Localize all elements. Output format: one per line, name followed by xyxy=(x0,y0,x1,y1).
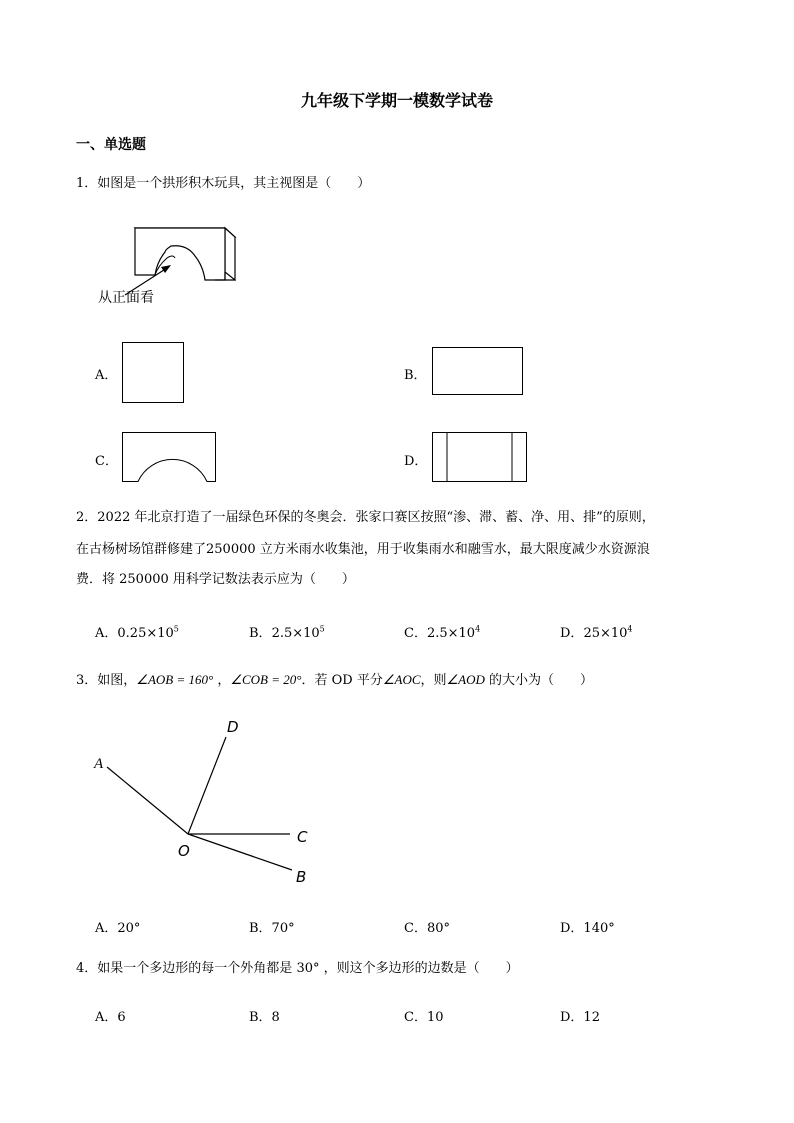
point-a-label: A xyxy=(94,756,104,772)
q4-option-c[interactable]: C．10 xyxy=(404,1010,444,1025)
question-2-line-3: 费．将 250000 用科学记数法表示应为（ ） xyxy=(76,572,355,587)
question-number: 2． xyxy=(76,510,98,525)
angle-figure xyxy=(85,710,325,890)
point-b-label: B xyxy=(296,868,307,886)
option-b-label[interactable]: B． xyxy=(404,368,427,383)
q3-option-b[interactable]: B．70° xyxy=(249,921,295,936)
q4-option-d[interactable]: D．12 xyxy=(560,1010,600,1025)
arch-block-figure xyxy=(95,220,245,310)
q2-option-a[interactable]: A．$0.25\times 10^5$ xyxy=(95,624,179,641)
question-1 xyxy=(76,174,370,194)
option-c-label[interactable]: C． xyxy=(95,454,118,469)
option-d-rectangle-lines[interactable] xyxy=(432,432,527,482)
question-number: 1． xyxy=(76,176,98,191)
question-2-line-2: 在古杨树场馆群修建了250000 立方米雨水收集池，用于收集雨水和融雪水，最大限度减少水资源浪 xyxy=(76,542,650,557)
section-heading: 一、单选题 xyxy=(76,137,146,153)
option-a-label[interactable]: A． xyxy=(95,368,118,383)
q2-option-c[interactable]: C．$2.5\times 10^4$ xyxy=(404,624,481,641)
q3-option-c[interactable]: C．80° xyxy=(404,921,450,936)
point-c-label: C xyxy=(297,828,308,846)
q4-option-a[interactable]: A．6 xyxy=(95,1010,126,1025)
q2-option-b[interactable]: B．$2.5\times 10^5$ xyxy=(249,624,325,641)
q4-option-b[interactable]: B．8 xyxy=(249,1010,280,1025)
option-a-square[interactable] xyxy=(122,342,184,403)
q3-option-d[interactable]: D．140° xyxy=(560,921,615,936)
question-4: 4．如果一个多边形的每一个外角都是 30° ，则这个多边形的边数是（ ） xyxy=(76,961,519,976)
question-3: 3．如图，∠AOB = 160° ，∠COB = 20°．若 OD 平分∠AOC，则∠AOD 的大小为（ ） xyxy=(76,672,594,688)
question-2-line-1: 2．2022 年北京打造了一届绿色环保的冬奥会．张家口赛区按照“渗、滞、蓄、净、用、排”的原则， xyxy=(76,510,655,525)
question-text: 如图是一个拱形积木玩具，其主视图是（ ） xyxy=(97,176,371,191)
option-b-rectangle[interactable] xyxy=(432,347,523,395)
point-d-label: D xyxy=(227,718,239,736)
page-title: 九年级下学期一模数学试卷 xyxy=(300,91,493,110)
q2-option-d[interactable]: D．$25\times 10^4$ xyxy=(560,624,633,641)
option-c-arch[interactable] xyxy=(122,432,216,482)
figure-label: 从正面看 xyxy=(98,290,154,306)
option-d-label[interactable]: D． xyxy=(404,454,428,469)
q3-option-a[interactable]: A．20° xyxy=(95,921,141,936)
point-o-label: O xyxy=(178,842,190,860)
